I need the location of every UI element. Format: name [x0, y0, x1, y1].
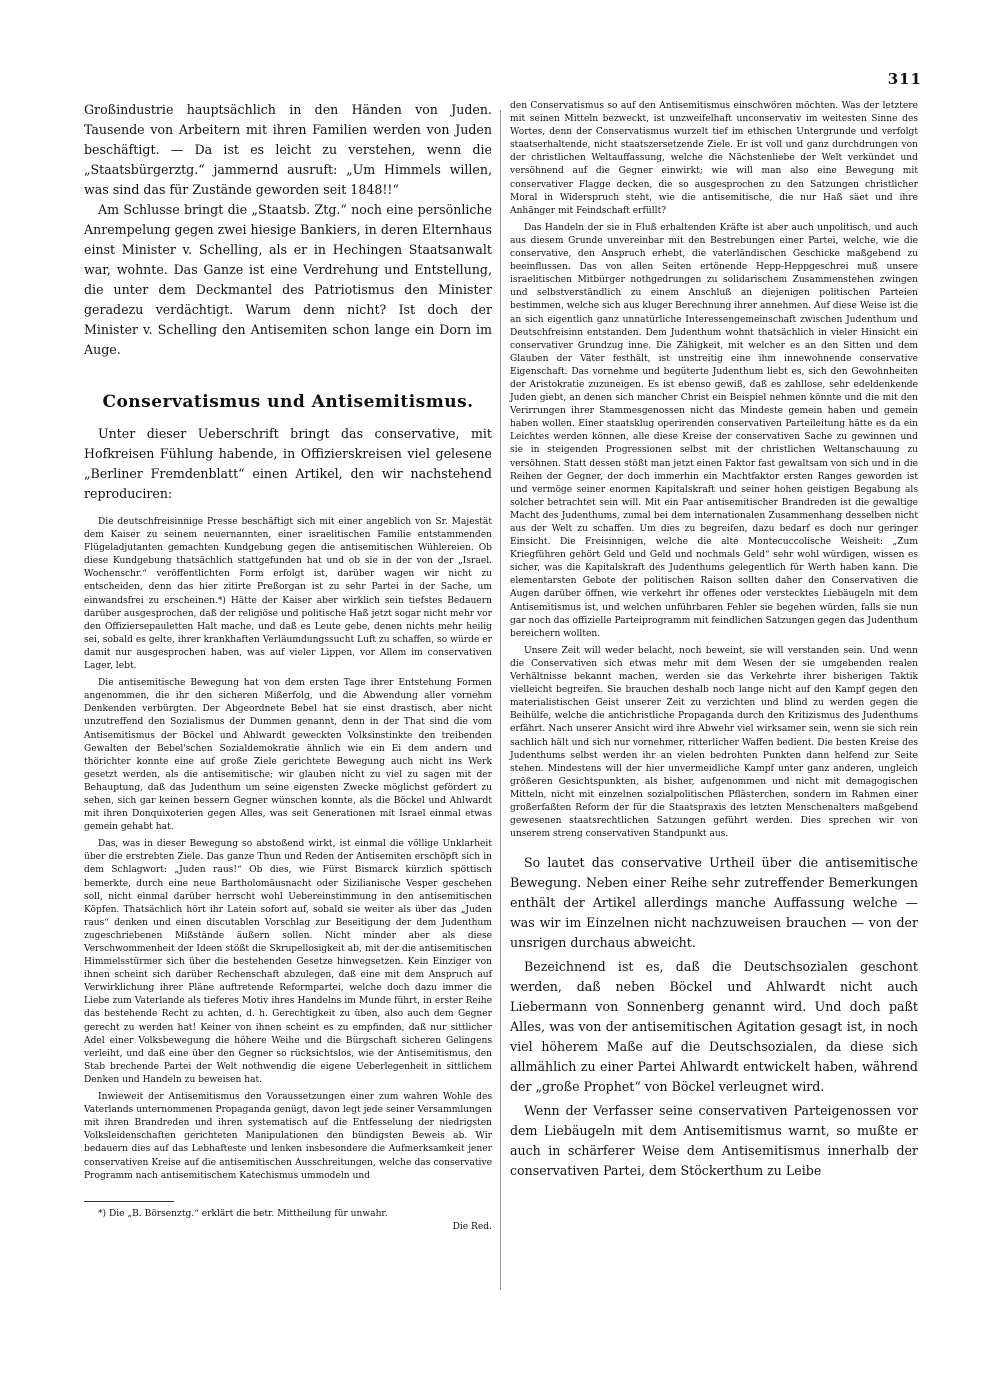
footnote-signature: Die Red.	[452, 1221, 492, 1232]
column-divider	[500, 110, 501, 1290]
page-number: 311	[887, 70, 922, 88]
quote-paragraph: den Conservatismus so auf den Antisemitismus einschwören möchten. Was der letztere mit seinen Mitteln bezweckt, ist unzweifelhaft unconservativ im weitesten Sinne des Wortes, denn der Conservatismus wurzelt tief im ethischen Untergrunde und verfolgt staatserhaltende, nicht staatszersetzende Ziele. Er ist voll und ganz durchdrungen von der christlichen Weltauffassung, welche die Nächstenliebe der Welt verkündet und versöhnend auf die Gegner einwirkt; wie will man also eine Bewegung mit conservativer Flagge decken, die so ausgesprochen zu den Satzungen christlicher Moral in Widerspruch steht, wie die antisemitische, die nur Haß säet und ihre Anhänger mit Feindschaft erfüllt?	[510, 101, 918, 216]
article-heading: Conservatismus und Antisemitismus.	[102, 392, 474, 412]
commentary-block	[510, 853, 918, 1181]
footnote-rule	[84, 1201, 174, 1202]
intro-paragraph-2: Am Schlusse bringt die „Staatsb. Ztg.“ noch eine persönliche Anrempelung gegen zwei hiesige Bankiers, in deren Elternhaus einst Minister v. Schelling, als er in Hechingen Staatsanwalt war, wohnte. Das Ganze ist eine Verdrehung und Entstellung, die unter dem Deckmantel des Patriotismus den Minister geradezu verdächtigt. Warum denn nicht? Ist doch der Minister v. Schelling den Antisemiten schon lange ein Dorn im Auge.	[84, 202, 492, 357]
quoted-article-right	[510, 100, 918, 841]
intro-block	[84, 100, 492, 360]
commentary-paragraph: Bezeichnend ist es, daß die Deutschsozialen geschont werden, daß neben Böckel und Ahlwardt nicht auch Liebermann von Sonnenberg genannt wird. Und doch paßt Alles, was von der antisemitischen Agitation gesagt ist, in noch viel höherem Maße auf die Deutschsozialen, da diese sich allmählich zu einer Partei Ahlwardt entwickelt haben, während der „große Prophet“ von Böckel verleugnet wird.	[510, 959, 918, 1095]
left-column	[84, 100, 492, 1234]
quote-paragraph: Das Handeln der sie in Fluß erhaltenden Kräfte ist aber auch unpolitisch, und auch aus diesem Grunde unvereinbar mit den Bestrebungen einer Partei, welche, wie die conservative, den Anspruch erhebt, die vaterländischen Geschicke maßgebend zu beeinflussen. Das von allen Seiten ertönende Hepp-Heppgeschrei muß unsere israelitischen Mitbürger nothgedrungen zu solidarischem Zusammenstehen zwingen und selbstverständlich zu einem Anschluß an diejenigen politischen Parteien bestimmen, welche sich aus kluger Berechnung ihrer annehmen. Auf diese Weise ist die an sich eigentlich ganz unnatürliche Interessengemeinschaft zwischen Judenthum und Deutschfreisinn entstanden. Dem Judenthum wohnt thatsächlich in vieler Hinsicht ein conservativer Grundzug inne. Die Zähigkeit, mit welcher es an den Sitten und dem Glauben der Väter festhält, ist unstreitig eine ihm innewohnende conservative Eigenschaft. Das vornehme und begüterte Judenthum liebt es, sich den Gewohnheiten der Aristokratie zuzuneigen. Es ist ebenso gewiß, daß es zahllose, sehr edeldenkende Juden giebt, an denen sich mancher Christ ein Beispiel nehmen könnte und die mit den Verirrungen ihrer Stammesgenossen nicht das Mindeste gemein haben und gemein haben wollen. Einer staatsklug operirenden conservativen Parteileitung hätte es da ein Leichtes werden können, alle diese Kreise der conservativen Sache zu gewinnen und sie in steigenden Progressionen selbst mit der christlichen Weltanschauung zu versöhnen. Statt dessen stößt man jetzt einen Faktor fast gewaltsam von sich und in die Reihen der Gegner, der doch immerhin ein Machtfaktor ersten Ranges geworden ist und vermöge seiner enormen Kapitalskraft und seiner hohen geistigen Begabung als solcher betrachtet sein will. Mit ein Paar antisemitischer Brandreden ist die gewaltige Macht des Judenthums, zumal bei dem internationalen Zusammenhang desselben nicht aus der Welt zu schaffen. Um dies zu begreifen, dazu bedarf es doch nur geringer Einsicht. Die Freisinnigen, welche die alte Montecuccolische Weisheit: „Zum Kriegführen gehört Geld und Geld und nochmals Geld“ sehr wohl würdigen, wissen es sicher, was die Kapitalskraft des Judenthums gelegentlich für Werth haben kann. Die elementarsten Gebote der politischen Raison sollten daher den Conservativen die Augen darüber öffnen, wie verkehrt ihr offenes oder verstecktes Liebäugeln mit dem Antisemitismus ist, und welchen unführbaren Fehler sie begehen würden, falls sie nun gar noch das offizielle Parteiprogramm mit feindlichen Satzungen gegen das Judenthum bereichern wollten.	[510, 222, 918, 639]
quote-paragraph: Die deutschfreisinnige Presse beschäftigt sich mit einer angeblich von Sr. Majestät dem Kaiser zu seinem neuernannten, einer israelitischen Familie entstammenden Flügeladjutanten gemachten Kundgebung gegen die antisemitischen Wühlereien. Ob diese Kundgebung thatsächlich stattgefunden hat und ob sie in der von der „Israel. Wochenschr.“ veröffentlichten Form erfolgt ist, darüber wagen wir nicht zu entscheiden, denn das hier zitirte Preßorgan ist zu sehr Partei in der Sache, um einwandsfrei zu erscheinen.*) Hätte der Kaiser aber wirklich sein tiefstes Bedauern darüber ausgesprochen, daß der religiöse und politische Haß jetzt sogar nicht mehr vor den Offiziersepauletten Halt mache, und daß es Leute gebe, denen nichts mehr heilig sei, sobald es gelte, ihrer krankhaften Verläumdungssucht Luft zu schaffen, so würde er damit nur ausgesprochen haben, was auf vieler Lippen, vor Allem im conservativen Lager, lebt.	[84, 517, 492, 672]
intro-paragraph-1: Großindustrie hauptsächlich in den Händen von Juden. Tausende von Arbeitern mit ihren Familien werden von Juden beschäftigt. — Da ist es leicht zu verstehen, wenn die „Staatsbürgerztg.“ jammernd ausruft: „Um Himmels willen, was sind das für Zustände geworden seit 1848!!“	[84, 102, 492, 197]
quote-paragraph: Das, was in dieser Bewegung so abstoßend wirkt, ist einmal die völlige Unklarheit über die erstrebten Ziele. Das ganze Thun und Reden der Antisemiten erschöpft sich in dem Schlagwort: „Juden raus!“ Ob dies, wie Fürst Bismarck kürzlich spöttisch bemerkte, durch eine neue Bartholomäusnacht oder Sizilianische Vesper geschehen soll, nicht einmal darüber herrscht wohl Uebereinstimmung in den antisemitischen Köpfen. Thatsächlich hört ihr Latein sofort auf, sobald sie weiter als über das „Juden raus“ denken und einen discutablen Vorschlag zur Beseitigung der dem Judenthum zugeschriebenen Mißstände äußern sollen. Nicht minder aber als diese Verschwommenheit der Ideen stößt die Skrupellosigkeit ab, mit der die antisemitischen Himmelsstürmer sich über die bestehenden Gesetze hinwegsetzen. Kein Einziger von ihnen scheint sich darüber Rechenschaft abzulegen, daß eine mit dem Anspruch auf Verwirklichung ihrer Pläne auftretende Reformpartei, welche doch dazu immer die Liebe zum Vaterlande als tieferes Motiv ihres Handelns im Munde führt, in erster Reihe das bestehende Recht zu achten, d. h. Gerechtigkeit zu üben, also auch dem Gegner gerecht zu werden hat! Keiner von ihnen scheint es zu empfinden, daß nur sittlicher Adel einer Volksbewegung die höhere Weihe und die Bürgschaft sicheren Gelingens verleiht, und daß eine über den Gegner so rücksichtslos, wie der Antisemitismus, den Stab brechende Partei der Welt nothwendig die eigene Ueberlegenheit in sittlichem Denken und Handeln zu beweisen hat.	[84, 839, 492, 1085]
quoted-article-left	[84, 516, 492, 1183]
article-lead: Unter dieser Ueberschrift bringt das conservative, mit Hofkreisen Fühlung habende, in Offizierskreisen viel gelesene „Berliner Fremdenblatt“ einen Artikel, den wir nachstehend reproduciren:	[84, 426, 492, 501]
quote-paragraph: Unsere Zeit will weder belacht, noch beweint, sie will verstanden sein. Und wenn die Conservativen sich etwas mehr mit dem Wesen der sie umgebenden realen Verhältnisse bekannt machen, werden sie das Verkehrte ihrer bisherigen Taktik vielleicht begreifen. Sie brauchen deshalb noch lange nicht auf den Kampf gegen den materialistischen Geist unserer Zeit zu verzichten und blind zu werden gegen die Beihülfe, welche die antichristliche Propaganda durch den Kritizismus des Judenthums erfährt. Nach unserer Ansicht wird ihre Abwehr viel wirksamer sein, wenn sie sich rein sachlich hält und sich nur vornehmer, ritterlicher Waffen bedient. Die besten Kreise des Judenthums selbst werden ihr an vielen bedrohten Punkten dann helfend zur Seite stehen. Mindestens will der hier unvermeidliche Kampf unter ganz anderen, ungleich größeren Gesichtspunkten, als bisher, aufgenommen und nicht mit demagogischen Mitteln, nicht mit einzelnen sozialpolitischen Pflästerchen, sondern im Rahmen einer großerfaßten Reform der für die Staatspraxis des letzten Menschenalters maßgebend gewesenen staatsrechtlichen Satzungen geführt werden. Dies sprechen wir von unserem streng conservativen Standpunkt aus.	[510, 645, 918, 840]
article-lead-block	[84, 424, 492, 504]
footnote: *) Die „B. Börsenztg.“ erklärt die betr. Mittheilung für unwahr.	[98, 1208, 388, 1219]
commentary-paragraph: Wenn der Verfasser seine conservativen Parteigenossen vor dem Liebäugeln mit dem Antisemitismus warnt, so mußte er auch in schärferer Weise dem Antisemitismus innerhalb der conservativen Partei, dem Stöckerthum zu Leibe	[510, 1103, 918, 1179]
right-column	[510, 100, 918, 1181]
quote-paragraph: Die antisemitische Bewegung hat von dem ersten Tage ihrer Entstehung Formen angenommen, die ihr den sicheren Mißerfolg, und die Abwendung aller vornehm Denkenden verbürgten. Der Abgeordnete Bebel hat sie einst drastisch, aber nicht unzutreffend den Sozialismus der Dummen genannt, denn in der That sind die vom Antisemitismus der Böckel und Ahlwardt geweckten Volksinstinkte den treibenden Gewalten der Bebel'schen Sozialdemokratie ähnlich wie ein Ei dem andern und thörichter konnte eine auf große Ziele gerichtete Bewegung auch nicht ins Werk gesetzt werden, als die antisemitische; wir glauben nicht zu viel zu sagen mit der Behauptung, daß das Judenthum um seine eigensten Zwecke möglichst gefördert zu sehen, sich gar keinen bessern Gegner wünschen konnte, als die Böckel und Ahlwardt mit ihren Donquixoterien gegen Alles, was seit Generationen mit Israel einmal etwas gemein gehabt hat.	[84, 678, 492, 833]
quote-paragraph: Inwieweit der Antisemitismus den Voraussetzungen einer zum wahren Wohle des Vaterlands unternommenen Propaganda genügt, davon legt jede seiner Versammlungen mit ihren Brandreden und ihren systematisch auf die Entfesselung der niedrigsten Volksleidenschaften gerichteten Manipulationen den bündigsten Beweis ab. Wir bedauern dies auf das Lebhafteste und lenken insbesondere die Aufmerksamkeit jener conservativen Kreise auf die antisemitischen Ausschreitungen, welche das conservative Programm nach antisemitischem Katechismus ummodeln und	[84, 1092, 492, 1181]
commentary-paragraph: So lautet das conservative Urtheil über die antisemitische Bewegung. Neben einer Reihe sehr zutreffender Bemerkungen enthält der Artikel allerdings manche Auffassung welche — was wir im Einzelnen nicht nachzuweisen brauchen — von der unsrigen durchaus abweicht.	[510, 855, 918, 951]
